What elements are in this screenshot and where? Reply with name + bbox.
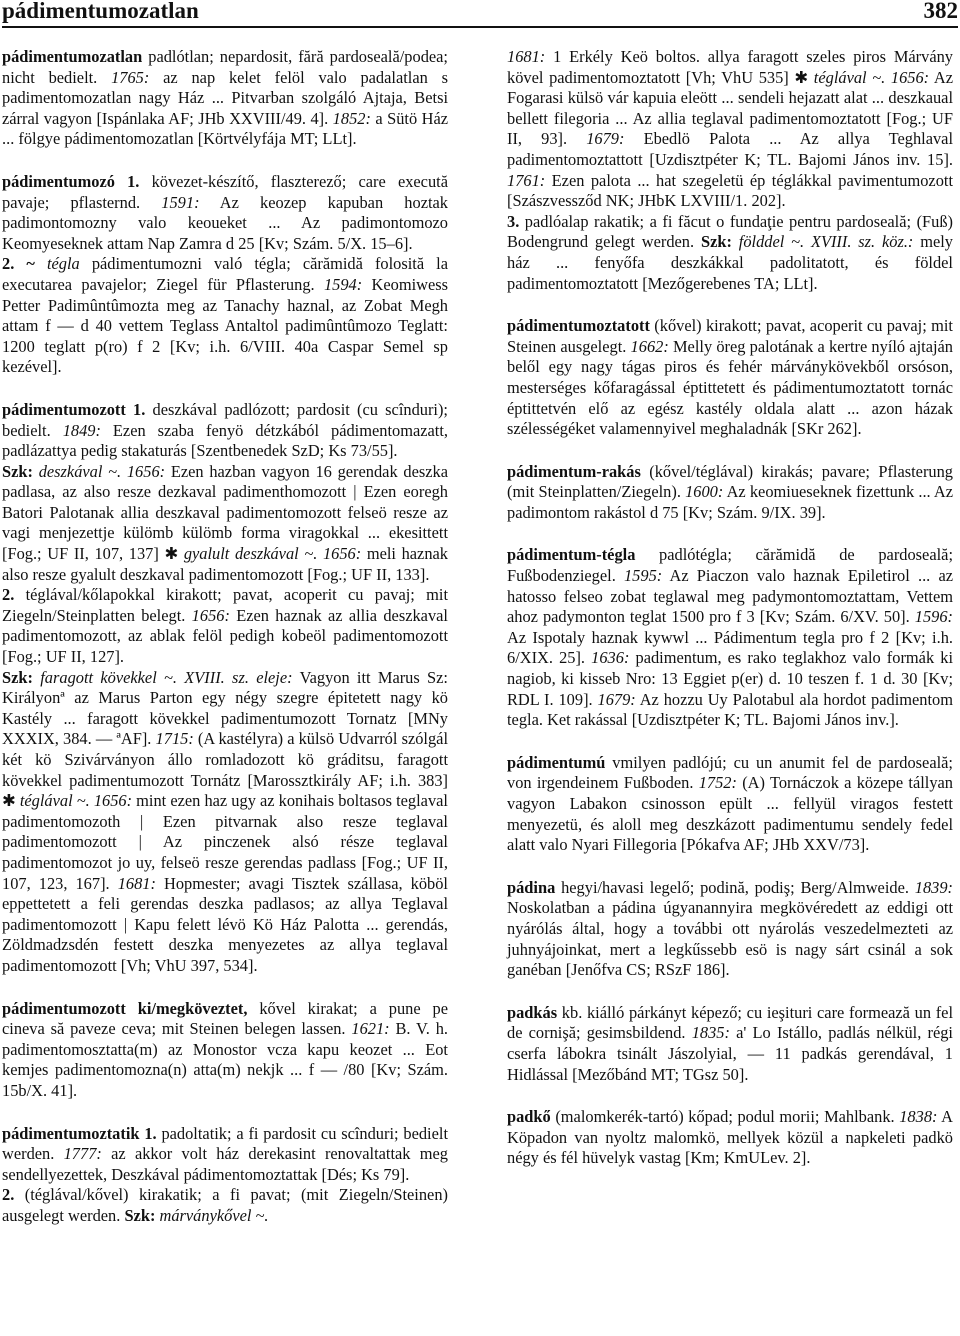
entry-date: 1656: <box>322 544 362 564</box>
entry-text: a' Lo Istállo, padlás nélkül, régi cserfa lábokra tsinált Jászolyial, — 11 padkás gerendával, 1 Hidlással [Mezőbánd MT; TGsz 50]. <box>507 1023 953 1084</box>
left-column <box>2 47 448 1226</box>
entry-phrase: gyalult deszkával ~. <box>183 544 318 564</box>
entry-text: Ebedlö Palota ... Az allya Teghlaval padimentomoztattott [Uzdisztpéter K; TL. Bajomi János inv. 15]. <box>507 129 953 169</box>
entry-text: padoltatik; a fi pardosit cu scînduri; bedielt werden. <box>2 1123 448 1164</box>
headword: pádimentumozó 1. <box>2 171 140 191</box>
entry-padimentumoztatott <box>507 316 953 440</box>
headword: pádina <box>507 877 556 897</box>
right-column <box>507 47 953 1169</box>
headword: pádimentumú <box>507 752 606 772</box>
entry-padimentumozott-phrase-2 <box>2 668 448 977</box>
entry-date: 1715: <box>155 729 194 749</box>
headword: pádimentumoztatott <box>507 316 650 336</box>
entry-text: (A) Tornáczok a közepe tállyan vagyon Labakon csinosson epült ... fellyül viragos festett menyezetü, és aloll meg deszkázott padimentumu sendely fedel alatt valo Nyari Fillegoria [Pókafva AF; JHb XXV/73]. <box>507 773 953 855</box>
phrase-label: Szk: <box>124 1205 160 1225</box>
entry-padimentumozott-sense-1 <box>2 400 448 462</box>
entry-phrase: deszkával ~. <box>38 461 122 481</box>
entry-date: 1681: <box>507 47 546 66</box>
entry-padimentumozo-sense-1 <box>2 172 448 254</box>
entry-text: Az hozzu Uy Palotabul ala hordot padimentom tegla. Ket rakással [Uzdisztpéter K; TL. Bajomi János inv.]. <box>507 689 953 730</box>
entry-padko <box>507 1107 953 1169</box>
entry-text: pádimentumozni való tégla; cărămidă folosită la executarea pavajelor; Ziegel für Pflasterung. <box>2 254 449 294</box>
entry-padina <box>507 878 953 981</box>
phrase-label: Szk: <box>700 232 739 252</box>
headword: pádimentumozott 1. <box>2 399 146 419</box>
entry-text: meli haznak also resze gyalult deszkaval padimentomozott [Fog.; UF II, 133]. <box>2 544 448 584</box>
entry-padimentumu <box>507 753 953 856</box>
entry-phrase: tégla <box>46 254 80 274</box>
entry-date: 1591: <box>161 192 200 212</box>
entry-text: Ezen hazban vagyon 16 gerendak deszka padlasa, az also resze dezkaval padimenthomozott | Ezen eoregh Batori Palotanak allia deszkaval padimentomozott felseö resze az vagi menjezettje külömb külömb forma viragokkal ... ekesittett [Fog.; UF II, 107, 137] ✱ <box>2 461 448 564</box>
entry-text: Az Fogarasi külsö vár kapuia eleött ... sendeli hejazatt alat ... deszkaual bellett filegoria ... Az allia teglaval padimentomoztatott [Fog.; UF II, 93]. <box>507 67 953 149</box>
entry-text: Vagyon itt Marus Sz: Királyonª az Marus Parton egy négy szegre épitetett nagy kö Kastély ... faragott kövekkel padimentumozott Tornatz [MNy XXXIX, 384. — ªAF]. <box>2 667 448 749</box>
entry-text: a Sütö Ház ... fölgye pádimentomozatlan [Körtvélyfája MT; LLt]. <box>2 108 449 149</box>
running-head-word: pádimentumozatlan <box>2 0 199 23</box>
entry-text: (kővel/téglával) kirakás; pavare; Pflasterung (mit Steinplatten/Ziegeln). <box>507 461 953 502</box>
entry-text: padlóalap rakatik; a fi făcut o fundaţie pentru pardoseală; (Fuß) Bodengrund gelegt werden. <box>507 211 953 252</box>
entry-date: 1656: <box>890 67 930 87</box>
entry-date: 1636: <box>591 648 630 668</box>
entry-date: 1681: <box>117 873 156 893</box>
entry-date: 1594: <box>323 274 363 294</box>
entry-padimentumoztatik-sense-1 <box>2 1124 448 1186</box>
entry-date: 1838: <box>899 1107 938 1127</box>
phrase-label: Szk: <box>2 461 39 481</box>
phrase-label: Szk: <box>2 667 41 687</box>
entry-text: hegyi/havasi legelő; podină, podiş; Berg/Almweide. <box>555 877 915 897</box>
entry-phrase: téglával ~. <box>813 67 886 87</box>
entry-text: (malomkerék-tartó) kőpad; podul morii; Mahlbank. <box>550 1107 900 1127</box>
entry-phrase: földdel ~. XVIII. sz. köz.: <box>738 232 914 252</box>
entry-date: 1839: <box>914 877 953 897</box>
headword: pádimentumozott ki/megköveztet, <box>2 998 248 1018</box>
entry-date: 1600: <box>685 482 724 502</box>
entry-phrase: faragott kövekkel ~. XVIII. sz. eleje: <box>40 667 293 687</box>
entry-text: Az keomiueseknek fizettunk ... Az padimontom rakástol d 75 [Kv; Szám. 9/IX. 39]. <box>507 482 954 522</box>
entry-text: Ezen palota ... hat szegeletü ép téglákkal pavimentumozott [Szászvessződ NK; JHbK LXVIII/1. 202]. <box>507 170 953 211</box>
sense-number: 2. ~ <box>2 254 47 274</box>
entry-text: deszkával padlózott; pardosit (cu scînduri); bedielt. <box>2 399 448 440</box>
entry-text: Az Piaczon valo haznak Epiletirol ... az hatosso felseo zobat teglawal meg padymontomoztattam, Vettem ahoz padymonton teglat 1500 pro f 3 [Kv; Szám. 6/XV. 50]. <box>507 566 954 627</box>
entry-date: 1656: <box>93 791 133 811</box>
entry-text: padlótlan; nepardosit, fără pardoseală/podea; nicht bedielt. <box>2 47 448 87</box>
entry-phrase: márványkővel ~. <box>159 1205 269 1225</box>
entry-text: B. V. h. padimentomosztatta(m) az Monostor vcza kapu keozet ... Eot kemjes padimentomozna(n) atta(m) nekjk ... f — /80 [Kv; Szám. 15b/X. 41]. <box>2 1019 448 1100</box>
headword: pádimentum-rakás <box>507 461 641 481</box>
entry-padimentumoztatik-continued <box>507 47 953 212</box>
entry-date: 1752: <box>698 773 737 793</box>
entry-text: Melly öreg palotának a kertre nyíló ajtaján belől egy nagy tágas piros és fehér márványkövekből orsóson, mesterséges kőfaragással éptittetett és pádimentumoztatott tornác éptittetvén elő az egész kastély oldala alatt ... azon házak szélességéket valamennyivel meghaladnák [SKr 262]. <box>507 336 953 439</box>
entry-text: kb. kiálló párkányt képező; cu ieşituri care formează un fel de cornişă; gesimsbildend. <box>507 1002 953 1043</box>
entry-padkas <box>507 1003 953 1085</box>
entry-text: A Köpadon van nyoltz malomkö, mellyek közül a napkeleti padkö négy és fél hüvelyk vastag [Km; KmULev. 2]. <box>507 1107 954 1168</box>
entry-text: (kővel) kirakott; pavat, acoperit cu pavaj; mit Steinen ausgelegt. <box>507 316 953 356</box>
entry-date: 1656: <box>126 461 166 481</box>
entry-text: Keomiwess Petter Padimûntûmozta meg az Tanachy haznal, az Zobat Megh attam f — d 40 vettem Teglass Antaltol padimûntûmozo Teglatt: 1200 teglatt p(ro) f 2 [Kv; i.h. 6/VIII. 40a Caspar Semel sp kezével]. <box>2 274 448 377</box>
entry-padimentumozott-ki <box>2 999 448 1102</box>
entry-text: Az keozep kapuban hoztak padimontomozny valo keoueket ... Az padimontomozo Keomyeseknek attam Nap Zamra d 25 [Kv; Szám. 5/X. 15–6]. <box>2 192 448 253</box>
entry-text: vmilyen padlójú; cu un anumit fel de pardoseală; von irgendeinem Fußboden. <box>507 752 953 793</box>
entry-text: padimentum, es rako teglakhoz valo formák ki nagiob, ki kisseb Nro: 13 Eggiet p(er) d. 10 teszen f. 1 d. 30 [Kv; RDL I. 109]. <box>507 648 954 709</box>
headword: pádimentumozatlan <box>2 47 143 66</box>
entry-padimentum-rakas <box>507 462 953 524</box>
entry-text: mint ezen haz ugy az konihais boltasos teglaval padimentomozoth | Ezen pitvarnak also resze teglaval padimentomozott | Az pinczenek alsó része teglaval padimentomozot jo uy, felseö resze gerendas padlass [Fog.; UF II, 107, 123, 167]. <box>2 791 448 893</box>
headword: padkő <box>507 1107 551 1127</box>
entry-padimentumozott-phrase-1 <box>2 462 448 586</box>
entry-date: 1765: <box>111 67 150 87</box>
entry-text: 1 Erkély Keö boltos. allya faragott szeles piros Márvány kövel padimentomoztatott [Vh; VhU 535] ✱ <box>507 47 953 87</box>
entry-padimentumoztatik-sense-2 <box>2 1185 448 1226</box>
entry-text: Hopmester; avagi Tisztek szállasa, köböl eppettetett a feli gerendas deszka padlasos; az allya Teglaval padimentomozott | Kapu felett lévö Kö Ház Palotta ... gerendás, Zöldmadzsdén festett deszka menyezetes az allya teglaval padimentomozott [Vh; VhU 397, 534]. <box>2 873 448 975</box>
entry-date: 1777: <box>63 1144 102 1164</box>
headword: pádimentum-tégla <box>507 545 636 565</box>
entry-text: Noskolatban a pádina úgyanannyira megkövéredett az eddigi ott nyárólás által, hogy a további ott nyárolás veszedelmezteti az juhnyájoinkat, mert a legkűssebb esö is nagy sárt csinál a sok ganéban [Jenőfva CS; RSzF 186]. <box>507 898 953 980</box>
entry-padimentumozatlan <box>2 47 448 150</box>
entry-text: téglával/kőlapokkal kirakott; pavat, acoperit cu pavaj; mit Ziegeln/Steinplatten belegt. <box>2 585 448 625</box>
entry-date: 1849: <box>62 420 101 440</box>
entry-text: kövezet-készítő, flaszterező; care execută pavaje; pflasternd. <box>2 171 448 212</box>
entry-date: 1679: <box>597 689 636 709</box>
entry-text: (A kastélyra) a külsö Udvarról szólgál két kö Szivárványon állo romladozott kö gráditsu, faragott kövekkel padimentumozott Tornátz [Marossztkirály AF; i.h. 383] ✱ <box>2 729 448 811</box>
entry-date: 1761: <box>507 170 546 190</box>
entry-date: 1679: <box>586 129 625 149</box>
entry-text: (téglával/kővel) kirakatik; a fi pavat; (mit Ziegeln/Steinen) ausgelegt werden. <box>2 1185 448 1225</box>
entry-date: 1596: <box>914 607 953 627</box>
entry-date: 1835: <box>691 1023 730 1043</box>
entry-phrase: téglával ~. <box>19 791 90 811</box>
running-head <box>2 0 958 28</box>
entry-date: 1662: <box>630 336 669 356</box>
sense-number: 2. <box>2 1185 15 1205</box>
entry-text: Az Ispotaly haznak kywwl ... Pádimentum tegla pro f 2 [Kv; i.h. 6/XIX. 25]. <box>507 627 953 668</box>
entry-text: padlótégla; cărămidă de pardoseală; Fußbodenziegel. <box>507 545 953 586</box>
entry-text: Ezen haznak az allia deszkaval padimentomozott, az ablak felöl pedigh kobeöl padimentomozott [Fog.; UF II, 127]. <box>2 605 448 667</box>
entry-date: 1595: <box>623 566 663 586</box>
entry-text: az nap kelet felöl valo padalatlan s padimentomozatlan nagy Ház ... Pitvarban szolgáló Ajtaja, Betsi zárral vagyon [Ispánlaka AF; JHb XXVIII/49. 4]. <box>2 67 448 128</box>
entry-padimentumoztatik-sense-3 <box>507 212 953 294</box>
page-number: 382 <box>923 0 958 23</box>
sense-number: 2. <box>2 585 15 605</box>
entry-date: 1852: <box>332 108 371 128</box>
entry-text: kővel kirakat; a pune pe cineva să paveze ceva; mit Steinen belegen lassen. <box>2 998 449 1039</box>
entry-padimentumozott-sense-2 <box>2 585 448 667</box>
headword: padkás <box>507 1002 558 1022</box>
headword: pádimentumoztatik 1. <box>2 1123 157 1143</box>
entry-date: 1656: <box>191 605 230 625</box>
entry-text: az akkor volt ház derekasint renovaltattak meg sendellyezettek, Deszkával pádimentomoztattak [Dés; Ks 79]. <box>2 1144 448 1184</box>
entry-text: mely ház ... fenyőfa deszkákkal padolitatott, és földel padimentomoztatott [Mezőgerebenes TA; LLt]. <box>507 232 954 293</box>
entry-date: 1621: <box>351 1019 390 1039</box>
entry-padimentum-tegla <box>507 545 953 730</box>
entry-padimentumozo-sense-2 <box>2 254 448 378</box>
entry-text: Ezen szaba fenyö détzkából pádimentomazatt, padlázattya pedig stakaturás [Szentbenedek SzD; Ks 73/55]. <box>2 420 448 461</box>
sense-number: 3. <box>507 211 520 231</box>
